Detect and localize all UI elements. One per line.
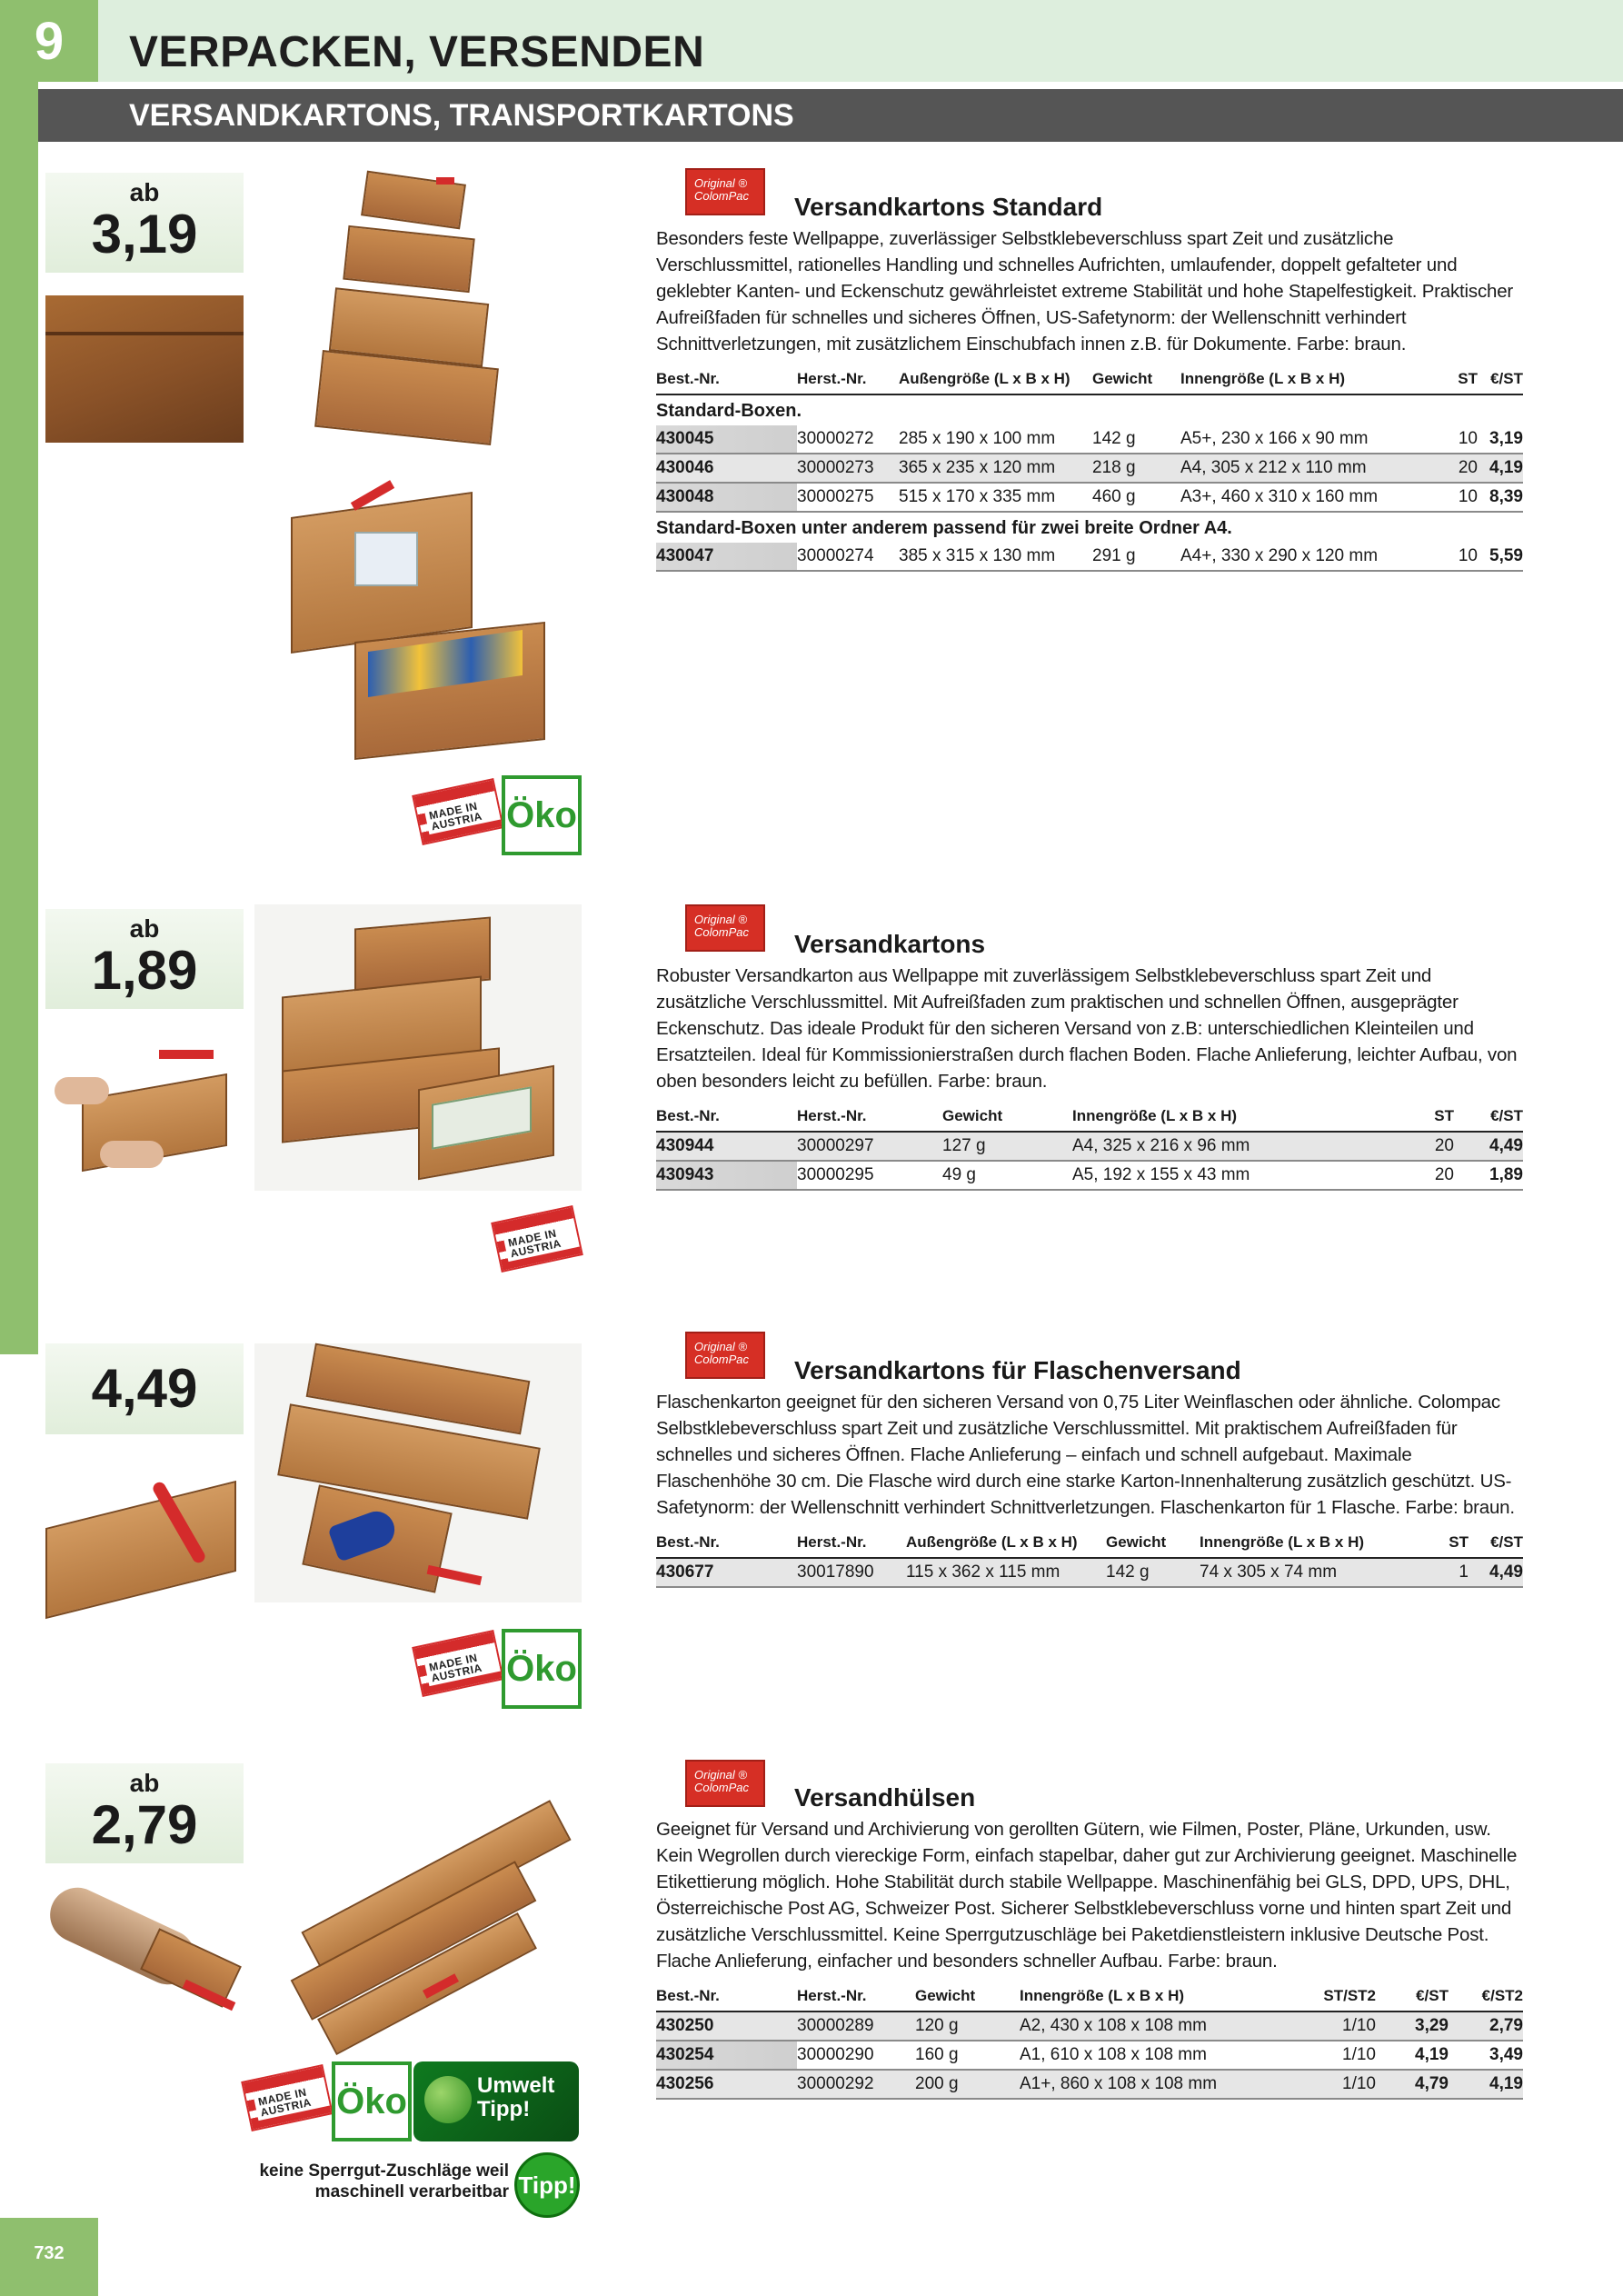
product-image-open-box: [282, 477, 554, 768]
column-header: Innengröße (L x B x H): [1200, 1530, 1427, 1558]
column-header: Gewicht: [1106, 1530, 1200, 1558]
group-label: Standard-Boxen unter anderem passend für zwei breite Ordner A4.: [656, 518, 1232, 538]
price-tag: [45, 1343, 244, 1434]
column-header: Herst.-Nr.: [797, 366, 899, 394]
price-tag: [45, 173, 244, 273]
table-row: 430943 30000295 49 g A5, 192 x 155 x 43 mm 20 1,89: [656, 1161, 1523, 1190]
product-image-bottle-box: [254, 1343, 582, 1602]
product-description: Geeignet für Versand und Archivierung von gerollten Gütern, wie Filmen, Poster, Pläne, Urkunden, usw. Kein Wegrollen durch viereckige Form, einfach stapelbar, daher gut zur Archivierung geeignet. Maschinelle Etikettierung möglich. Hohe Stabilität durch stabile Wellpappe. Maschinenfähig bei GLS, DPD, UPS, DHL, Österreichische Post AG, Schweizer Post. Sicherer Selbstklebeverschluss vorne und hinten spart Zeit und zusätzliche Verschlussmittel. Keine Sperrgutzuschläge bei Paketdienstleistern inklusive Deutsche Post. Flache Anlieferung, einfacher und besonders schneller Aufbau. Farbe: braun.: [656, 1819, 1518, 1972]
table-row: 430046 30000273 365 x 235 x 120 mm 218 g A4, 305 x 212 x 110 mm 20 4,19: [656, 454, 1523, 483]
column-header: Herst.-Nr.: [797, 1103, 942, 1132]
product-block: [656, 193, 1523, 572]
sidebar-accent: [0, 0, 38, 1354]
page-number: 732: [34, 2243, 65, 2263]
table-row: 430677 30017890 115 x 362 x 115 mm 142 g 74 x 305 x 74 mm 1 4,49: [656, 1558, 1523, 1587]
table-row: 430944 30000297 127 g A4, 325 x 216 x 96 mm 20 4,49: [656, 1132, 1523, 1161]
column-header: €/ST: [1478, 366, 1523, 394]
table-row: 430048 30000275 515 x 170 x 335 mm 460 g A3+, 460 x 310 x 160 mm 10 8,39: [656, 483, 1523, 512]
table-row: 430047 30000274 385 x 315 x 130 mm 291 g A4+, 330 x 290 x 120 mm 10 5,59: [656, 543, 1523, 571]
column-header: €/ST2: [1449, 1983, 1523, 2011]
product-block: [656, 1356, 1523, 1588]
price-value: 4,49: [91, 1358, 198, 1419]
column-header: Best.-Nr.: [656, 1103, 797, 1132]
column-header: Innengröße (L x B x H): [1020, 1983, 1303, 2011]
product-table: [656, 1983, 1523, 2100]
product-title: Versandkartons für Flaschenversand: [794, 1356, 1241, 1384]
oeko-badge: Öko: [332, 2061, 412, 2141]
product-title: Versandkartons: [794, 930, 986, 958]
price-prefix: ab: [129, 178, 160, 206]
product-table: [656, 1103, 1523, 1191]
product-detail-image: [45, 1468, 244, 1600]
column-header: Innengröße (L x B x H): [1180, 366, 1435, 394]
colompac-logo: Original ® ColomPac: [685, 168, 765, 215]
column-header: Herst.-Nr.: [797, 1530, 906, 1558]
column-header: ST: [1399, 1103, 1454, 1132]
product-image-box-stack: [300, 168, 500, 450]
column-header: Außengröße (L x B x H): [899, 366, 1092, 394]
product-image-tubes: [259, 1772, 577, 2036]
column-header: €/ST: [1469, 1530, 1523, 1558]
price-tag: [45, 909, 244, 1009]
column-header: Gewicht: [915, 1983, 1020, 2011]
column-header: Best.-Nr.: [656, 366, 797, 394]
chapter-number: 9: [0, 0, 98, 82]
column-header: Best.-Nr.: [656, 1983, 797, 2011]
product-detail-image: [45, 295, 244, 443]
column-header: €/ST: [1376, 1983, 1449, 2011]
product-description: Besonders feste Wellpappe, zuverlässiger Selbstklebeverschluss spart Zeit und zusätzliche Verschlussmittel, rationelles Handling und schnelles Aufrichten, umlaufender, doppelt gefalteter und geklebter Kanten- und Eckenschutz gewährleistet extreme Stabilität und hohe Stapelfestigkeit. Praktischer Aufreißfaden für schnelles und sicheres Öffnen, US-Safetynorm: der Wellenschnitt verhindert Schnittverletzungen, mit zusätzlichem Einschubfach innen z.B. für Dokumente. Farbe: braun.: [656, 228, 1514, 354]
table-row: 430045 30000272 285 x 190 x 100 mm 142 g A5+, 230 x 166 x 90 mm 10 3,19: [656, 425, 1523, 454]
sperrgut-note: keine Sperrgut-Zuschläge weil maschinell verarbeitbar: [259, 2161, 509, 2201]
column-header: Innengröße (L x B x H): [1072, 1103, 1399, 1132]
product-block: [656, 930, 1523, 1191]
column-header: Außengröße (L x B x H): [906, 1530, 1106, 1558]
price-value: 1,89: [91, 940, 198, 1001]
price-tag: [45, 1763, 244, 1863]
product-table: [656, 366, 1523, 572]
column-header: Best.-Nr.: [656, 1530, 797, 1558]
product-block: [656, 1783, 1523, 2100]
column-header: ST: [1435, 366, 1478, 394]
product-title: Versandkartons Standard: [794, 193, 1103, 221]
product-image-box-set: [254, 904, 582, 1191]
umwelt-tipp-badge: Umwelt Tipp!: [413, 2061, 579, 2141]
product-description: Robuster Versandkarton aus Wellpappe mit zuverlässigem Selbstklebeverschluss spart Zeit und zusätzliche Verschlussmittel. Mit Aufreißfaden zum praktischen und schnellen Öffnen, ausgeprägter Eckenschutz. Das ideale Produkt für den sicheren Versand von z.B: unterschiedlichen Kleinteilen und Ersatzteilen. Ideal für Kommissionierstraßen durch flachen Boden. Flache Anlieferung, leichter Aufbau, von oben besonders leicht zu befüllen. Farbe: braun.: [656, 965, 1518, 1092]
made-in-austria-badge: MADE IN AUSTRIA: [241, 2064, 334, 2131]
column-header: ST/ST2: [1303, 1983, 1376, 2011]
column-header: Gewicht: [942, 1103, 1072, 1132]
product-table: [656, 1530, 1523, 1588]
table-row: 430254 30000290 160 g A1, 610 x 108 x 108 mm 1/10 4,19 3,49: [656, 2041, 1523, 2070]
page-title: VERPACKEN, VERSENDEN: [129, 28, 705, 76]
column-header: €/ST: [1454, 1103, 1523, 1132]
product-image-hands-folding: [45, 1032, 244, 1195]
price-prefix: ab: [129, 914, 160, 943]
column-header: Gewicht: [1092, 366, 1180, 394]
product-description: Flaschenkarton geeignet für den sicheren Versand von 0,75 Liter Weinflaschen oder ähnliche. Colompac Selbstklebeverschluss spart Zeit und zusätzliche Verschlussmittel. Mit praktischem Aufreißfaden für schnelles und sicheres Öffnen. Flache Anlieferung – einfach und schnell aufgebaut. Maximale Flaschenhöhe 30 cm. Die Flasche wird durch eine starke Karton-Innenhalterung zusätzlich geschützt. US-Safetynorm: der Wellenschnitt verhindert Schnittverletzungen. Flaschenkarton für 1 Flasche. Farbe: braun.: [656, 1392, 1515, 1518]
product-title: Versandhülsen: [794, 1783, 976, 1812]
tipp-badge: Tipp!: [514, 2152, 580, 2218]
table-row: 430250 30000289 120 g A2, 430 x 108 x 108 mm 1/10 3,29 2,79: [656, 2011, 1523, 2041]
price-prefix: ab: [129, 1769, 160, 1797]
made-in-austria-badge: MADE IN AUSTRIA: [491, 1205, 583, 1273]
price-value: 3,19: [91, 204, 198, 265]
leaf-icon: [424, 2076, 472, 2123]
colompac-logo: Original ® ColomPac: [685, 904, 765, 952]
colompac-logo: Original ® ColomPac: [685, 1332, 765, 1379]
oeko-badge: Öko: [502, 775, 582, 855]
made-in-austria-badge: MADE IN AUSTRIA: [412, 1630, 504, 1697]
product-image-tube-detail: [45, 1891, 244, 2018]
column-header: Herst.-Nr.: [797, 1983, 915, 2011]
group-label: Standard-Boxen.: [656, 401, 802, 421]
colompac-logo: Original ® ColomPac: [685, 1760, 765, 1807]
column-header: ST: [1427, 1530, 1469, 1558]
oeko-badge: Öko: [502, 1629, 582, 1709]
made-in-austria-badge: MADE IN AUSTRIA: [412, 778, 504, 845]
page-subtitle: VERSANDKARTONS, TRANSPORTKARTONS: [129, 98, 794, 133]
table-row: 430256 30000292 200 g A1+, 860 x 108 x 108 mm 1/10 4,79 4,19: [656, 2070, 1523, 2099]
price-value: 2,79: [91, 1794, 198, 1855]
